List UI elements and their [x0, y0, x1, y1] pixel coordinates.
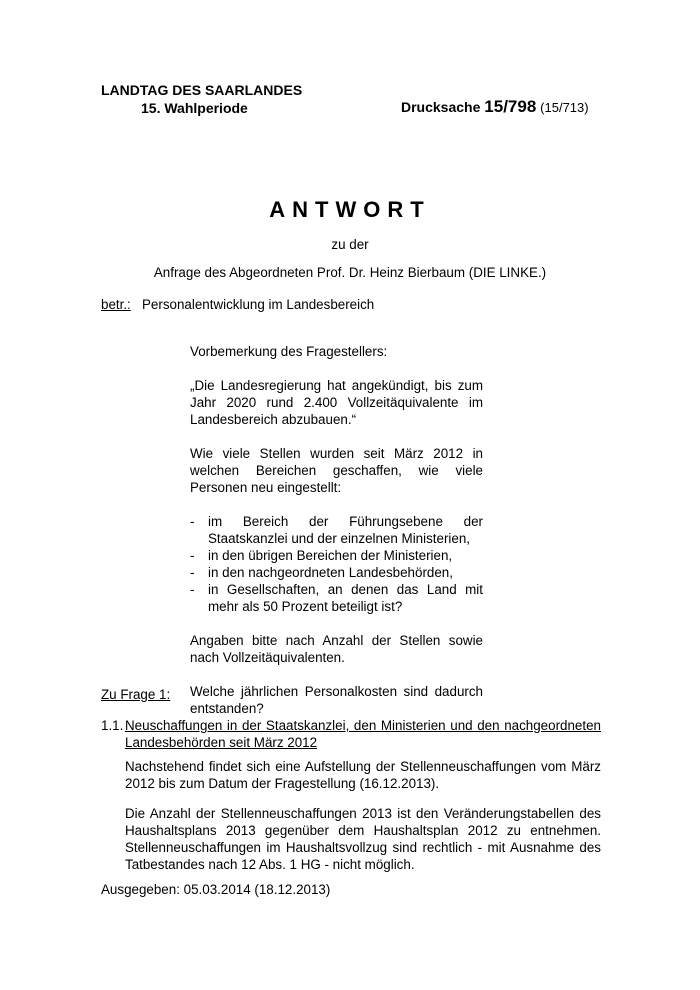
answer-paragraph-2: Die Anzahl der Stellenneuschaffungen 2013 ist den Veränderungstabellen des Haushaltsplans 2013 gegenüber dem Haushaltsplan 2012 zu entnehmen. Stellenneuschaffungen im Haushaltsvollzug sind rechtlich - mit Ausnahme des Tatbestandes nach 12 Abs. 1 HG - nicht möglich. [125, 806, 601, 872]
legislative-period: 15. Wahlperiode [141, 100, 248, 116]
preliminary-remark-block [190, 343, 483, 734]
answer-heading: Zu Frage 1: [101, 687, 171, 702]
document-title: ANTWORT [269, 197, 431, 222]
section-number: 1.1. [101, 718, 124, 733]
list-item: - in den übrigen Bereichen der Ministerien, [190, 547, 483, 564]
question-list [190, 513, 483, 615]
preliminary-heading: Vorbemerkung des Fragestellers: [190, 344, 388, 359]
print-number: 15/798 [484, 97, 537, 116]
question-text: Wie viele Stellen wurden seit März 2012 in welchen Bereichen geschaffen, wie viele Personen neu eingestellt: [190, 446, 483, 495]
zu-der-text: zu der [331, 237, 369, 252]
parliament-name: LANDTAG DES SAARLANDES [101, 82, 303, 98]
list-item: - in Gesellschaften, an denen das Land mit mehr als 50 Prozent beteiligt ist? [190, 581, 483, 615]
cost-question: Welche jährlichen Personalkosten sind dadurch entstanden? [190, 684, 483, 716]
inquiry-line: Anfrage des Abgeordneten Prof. Dr. Heinz Bierbaum (DIE LINKE.) [153, 265, 547, 280]
preliminary-quote: „Die Landesregierung hat angekündigt, bis zum Jahr 2020 rund 2.400 Vollzeitäquivalente im Landesbereich abzubauen.“ [190, 378, 483, 427]
issued-date: Ausgegeben: 05.03.2014 (18.12.2013) [101, 882, 331, 897]
list-item: - in den nachgeordneten Landesbehörden, [190, 564, 483, 581]
print-previous-number: (15/713) [540, 100, 589, 115]
section-title: Neuschaffungen in der Staatskanzlei, den Ministerien und den nachgeordneten Landesbehörden seit März 2012 [125, 718, 601, 750]
subject-label: betr.: [101, 297, 131, 312]
answer-paragraph-1: Nachstehend findet sich eine Aufstellung der Stellenneuschaffungen vom März 2012 bis zum Datum der Fragestellung (16.12.2013). [125, 759, 601, 791]
list-item: - im Bereich der Führungsebene der Staatskanzlei und der einzelnen Ministerien, [190, 513, 483, 547]
print-reference [401, 98, 589, 116]
subject-text: Personalentwicklung im Landesbereich [142, 297, 375, 312]
request-note: Angaben bitte nach Anzahl der Stellen sowie nach Vollzeitäquivalenten. [190, 633, 483, 665]
print-label: Drucksache [401, 99, 481, 115]
